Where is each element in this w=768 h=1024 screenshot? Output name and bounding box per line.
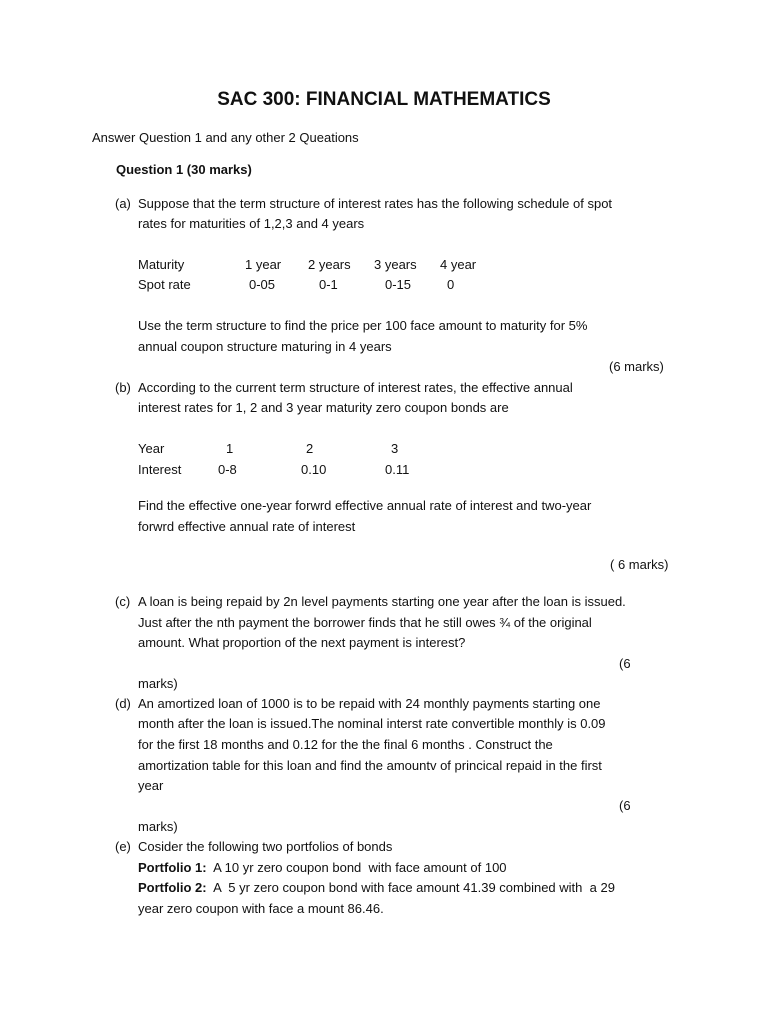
- table-cell: 0.10: [301, 462, 327, 477]
- table-cell: 3: [391, 441, 399, 456]
- part-e-line-4: year zero coupon with face a mount 86.46.: [138, 901, 384, 916]
- table-cell: 1: [226, 441, 234, 456]
- table-cell: Year: [138, 441, 165, 456]
- part-d-line-2: month after the loan is issued.The nominal interst rate convertible monthly is 0.09: [138, 716, 606, 731]
- part-b-marks: ( 6 marks): [610, 557, 669, 572]
- part-c-line-2: Just after the nth payment the borrower finds that he still owes ¾ of the original: [138, 615, 592, 630]
- part-c-label: (c): [115, 594, 131, 609]
- part-a-marks: (6 marks): [609, 359, 664, 374]
- table-cell: 1 year: [245, 257, 282, 272]
- table-cell: Maturity: [138, 257, 185, 272]
- part-b-label: (b): [115, 380, 131, 395]
- part-c-line-3: amount. What proportion of the next payment is interest?: [138, 635, 466, 650]
- portfolio-2-line: [138, 880, 615, 895]
- table-cell: 2 years: [308, 257, 351, 272]
- part-e-label: (e): [115, 839, 131, 854]
- page-title: SAC 300: FINANCIAL MATHEMATICS: [217, 89, 551, 110]
- part-d-line-4: amortization table for this loan and find the amountv of princical repaid in the first: [138, 758, 602, 773]
- table-cell: 0-1: [319, 277, 338, 292]
- table-cell: 4 year: [440, 257, 477, 272]
- part-b-line-2: interest rates for 1, 2 and 3 year maturity zero coupon bonds are: [138, 400, 509, 415]
- table-cell: 3 years: [374, 257, 417, 272]
- part-a-text-2: annual coupon structure maturing in 4 years: [138, 339, 392, 354]
- table-cell: Interest: [138, 462, 182, 477]
- table-cell: 2: [306, 441, 314, 456]
- table-cell: 0: [447, 277, 455, 292]
- part-e-line-1: Cosider the following two portfolios of bonds: [138, 839, 393, 854]
- part-d-marks-cont: marks): [138, 819, 178, 834]
- instruction-text: Answer Question 1 and any other 2 Queations: [92, 130, 359, 145]
- part-a-line-2: rates for maturities of 1,2,3 and 4 years: [138, 216, 365, 231]
- question-1-heading: Question 1 (30 marks): [116, 162, 252, 177]
- part-c-line-1: A loan is being repaid by 2n level payments starting one year after the loan is issued.: [138, 594, 626, 609]
- part-d-label: (d): [115, 696, 131, 711]
- part-d-line-3: for the first 18 months and 0.12 for the the final 6 months . Construct the: [138, 737, 553, 752]
- table-cell: 0.11: [385, 462, 410, 477]
- part-a-line-1: Suppose that the term structure of interest rates has the following schedule of spot: [138, 196, 613, 211]
- part-b-text-2: forwrd effective annual rate of interest: [138, 519, 356, 534]
- portfolio-2-text: A 5 yr zero coupon bond with face amount 41.39 combined with a 29: [206, 880, 615, 895]
- part-d-marks: (6: [619, 798, 631, 813]
- portfolio-2-label: Portfolio 2:: [138, 880, 207, 895]
- part-d-line-5: year: [138, 778, 164, 793]
- table-cell: 0-15: [385, 277, 412, 292]
- part-b-text-1: Find the effective one-year forwrd effective annual rate of interest and two-year: [138, 498, 592, 513]
- portfolio-1-label: Portfolio 1:: [138, 860, 207, 875]
- part-a-label: (a): [115, 196, 131, 211]
- part-c-marks: (6: [619, 656, 631, 671]
- part-c-marks-cont: marks): [138, 676, 178, 691]
- portfolio-1-line: [138, 860, 507, 875]
- part-a-text-1: Use the term structure to find the price per 100 face amount to maturity for 5%: [138, 318, 588, 333]
- part-d-line-1: An amortized loan of 1000 is to be repaid with 24 monthly payments starting one: [138, 696, 601, 711]
- portfolio-1-text: A 10 yr zero coupon bond with face amount of 100: [206, 860, 507, 875]
- part-b-line-1: According to the current term structure of interest rates, the effective annual: [138, 380, 573, 395]
- table-cell: 0-8: [218, 462, 237, 477]
- table-cell: 0-05: [249, 277, 276, 292]
- table-cell: Spot rate: [138, 277, 191, 292]
